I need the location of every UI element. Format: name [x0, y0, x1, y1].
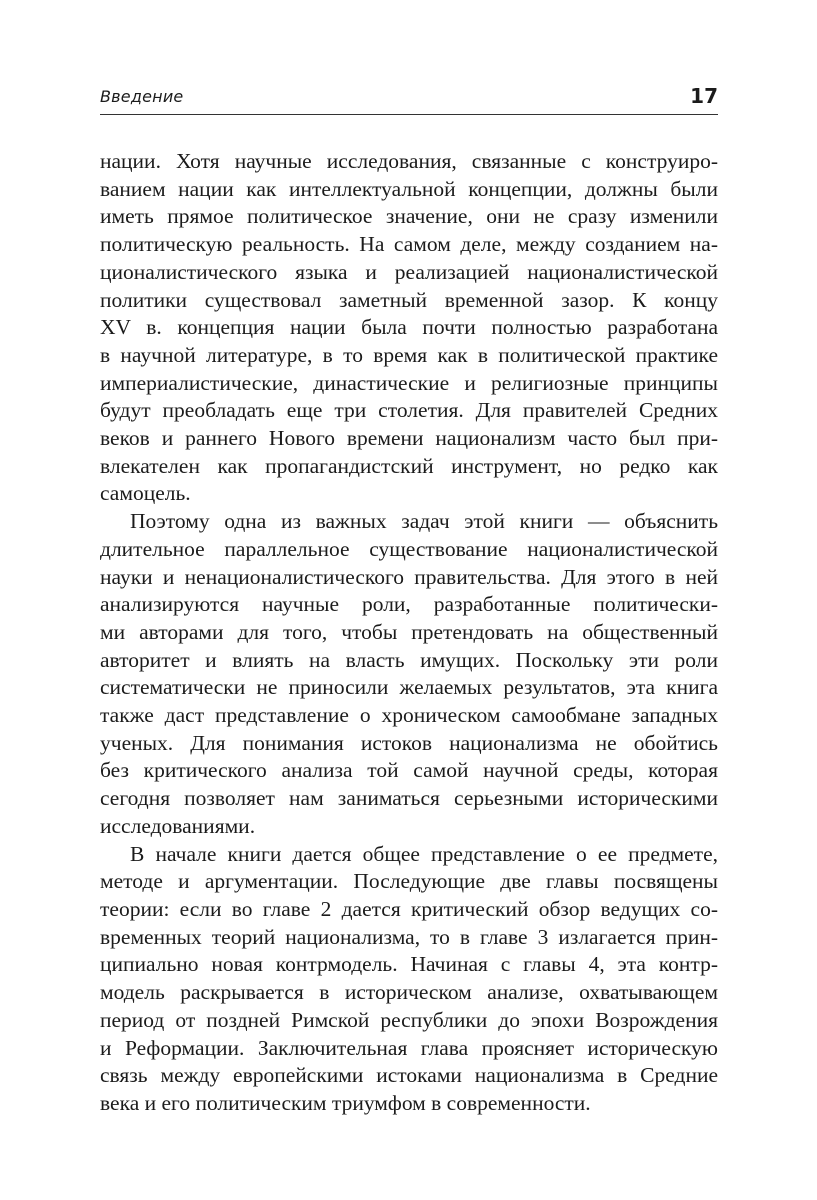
- text-line: веков и раннего Нового времени национализм часто был при-: [100, 426, 718, 451]
- page-number: 17: [690, 84, 718, 108]
- text-line: политическую реальность. На самом деле, между созданием на-: [100, 232, 718, 257]
- section-title: Введение: [100, 87, 184, 106]
- text-line: В начале книги дается общее представление о ее предмете,: [130, 841, 718, 866]
- text-line: ционалистического языка и реализацией националистической: [100, 259, 718, 284]
- text-line: систематически не приносили желаемых результатов, эта книга: [100, 675, 718, 700]
- text-line: самоцель.: [100, 481, 191, 506]
- text-line: ципиально новая контрмодель. Начиная с главы 4, эта контр-: [100, 952, 718, 977]
- text-line: империалистические, династические и религиозные принципы: [100, 370, 718, 395]
- text-line: также даст представление о хроническом самообмане западных: [100, 703, 718, 728]
- text-line: теории: если во главе 2 дается критический обзор ведущих со-: [100, 896, 718, 921]
- text-line: будут преобладать еще три столетия. Для правителей Средних: [100, 398, 718, 423]
- text-line: века и его политическим триумфом в современности.: [100, 1090, 591, 1115]
- text-line: модель раскрывается в историческом анализе, охватывающем: [100, 980, 718, 1005]
- text-line: ученых. Для понимания истоков национализма не обойтись: [100, 730, 718, 755]
- text-line: науки и ненационалистического правительства. Для этого в ней: [100, 564, 718, 589]
- text-line: в научной литературе, в то время как в политической практике: [100, 342, 718, 367]
- text-line: сегодня позволяет нам заниматься серьезными историческими: [100, 786, 718, 811]
- paragraph-3: [100, 841, 718, 1118]
- paragraph-2: [100, 508, 718, 840]
- text-line: период от поздней Римской республики до эпохи Возрождения: [100, 1007, 718, 1032]
- text-line: анализируются научные роли, разработанные политически-: [100, 592, 718, 617]
- text-line: методе и аргументации. Последующие две главы посвящены: [100, 869, 718, 894]
- text-line: исследованиями.: [100, 813, 256, 838]
- paragraph-1: [100, 148, 718, 508]
- text-line: Поэтому одна из важных задач этой книги — объяснить: [130, 509, 718, 534]
- text-line: ванием нации как интеллектуальной концепции, должны были: [100, 176, 718, 201]
- text-line: нации. Хотя научные исследования, связанные с конструиро-: [100, 149, 718, 173]
- text-line: авторитет и влиять на власть имущих. Поскольку эти роли: [100, 647, 718, 672]
- text-line: длительное параллельное существование националистической: [100, 536, 718, 561]
- text-line: XV в. концепция нации была почти полностью разработана: [100, 315, 718, 340]
- text-line: политики существовал заметный временной зазор. К концу: [100, 287, 718, 312]
- text-line: иметь прямое политическое значение, они не сразу изменили: [100, 204, 718, 229]
- text-line: связь между европейскими истоками национализма в Средние: [100, 1063, 718, 1088]
- text-line: и Реформации. Заключительная глава проясняет историческую: [100, 1035, 718, 1060]
- running-header: [100, 84, 718, 115]
- text-line: ми авторами для того, чтобы претендовать на общественный: [100, 619, 718, 644]
- body-text: [100, 148, 718, 1118]
- text-line: без критического анализа той самой научной среды, которая: [100, 758, 718, 783]
- text-line: временных теорий национализма, то в главе 3 излагается прин-: [100, 924, 718, 949]
- text-line: влекателен как пропагандистский инструмент, но редко как: [100, 453, 718, 478]
